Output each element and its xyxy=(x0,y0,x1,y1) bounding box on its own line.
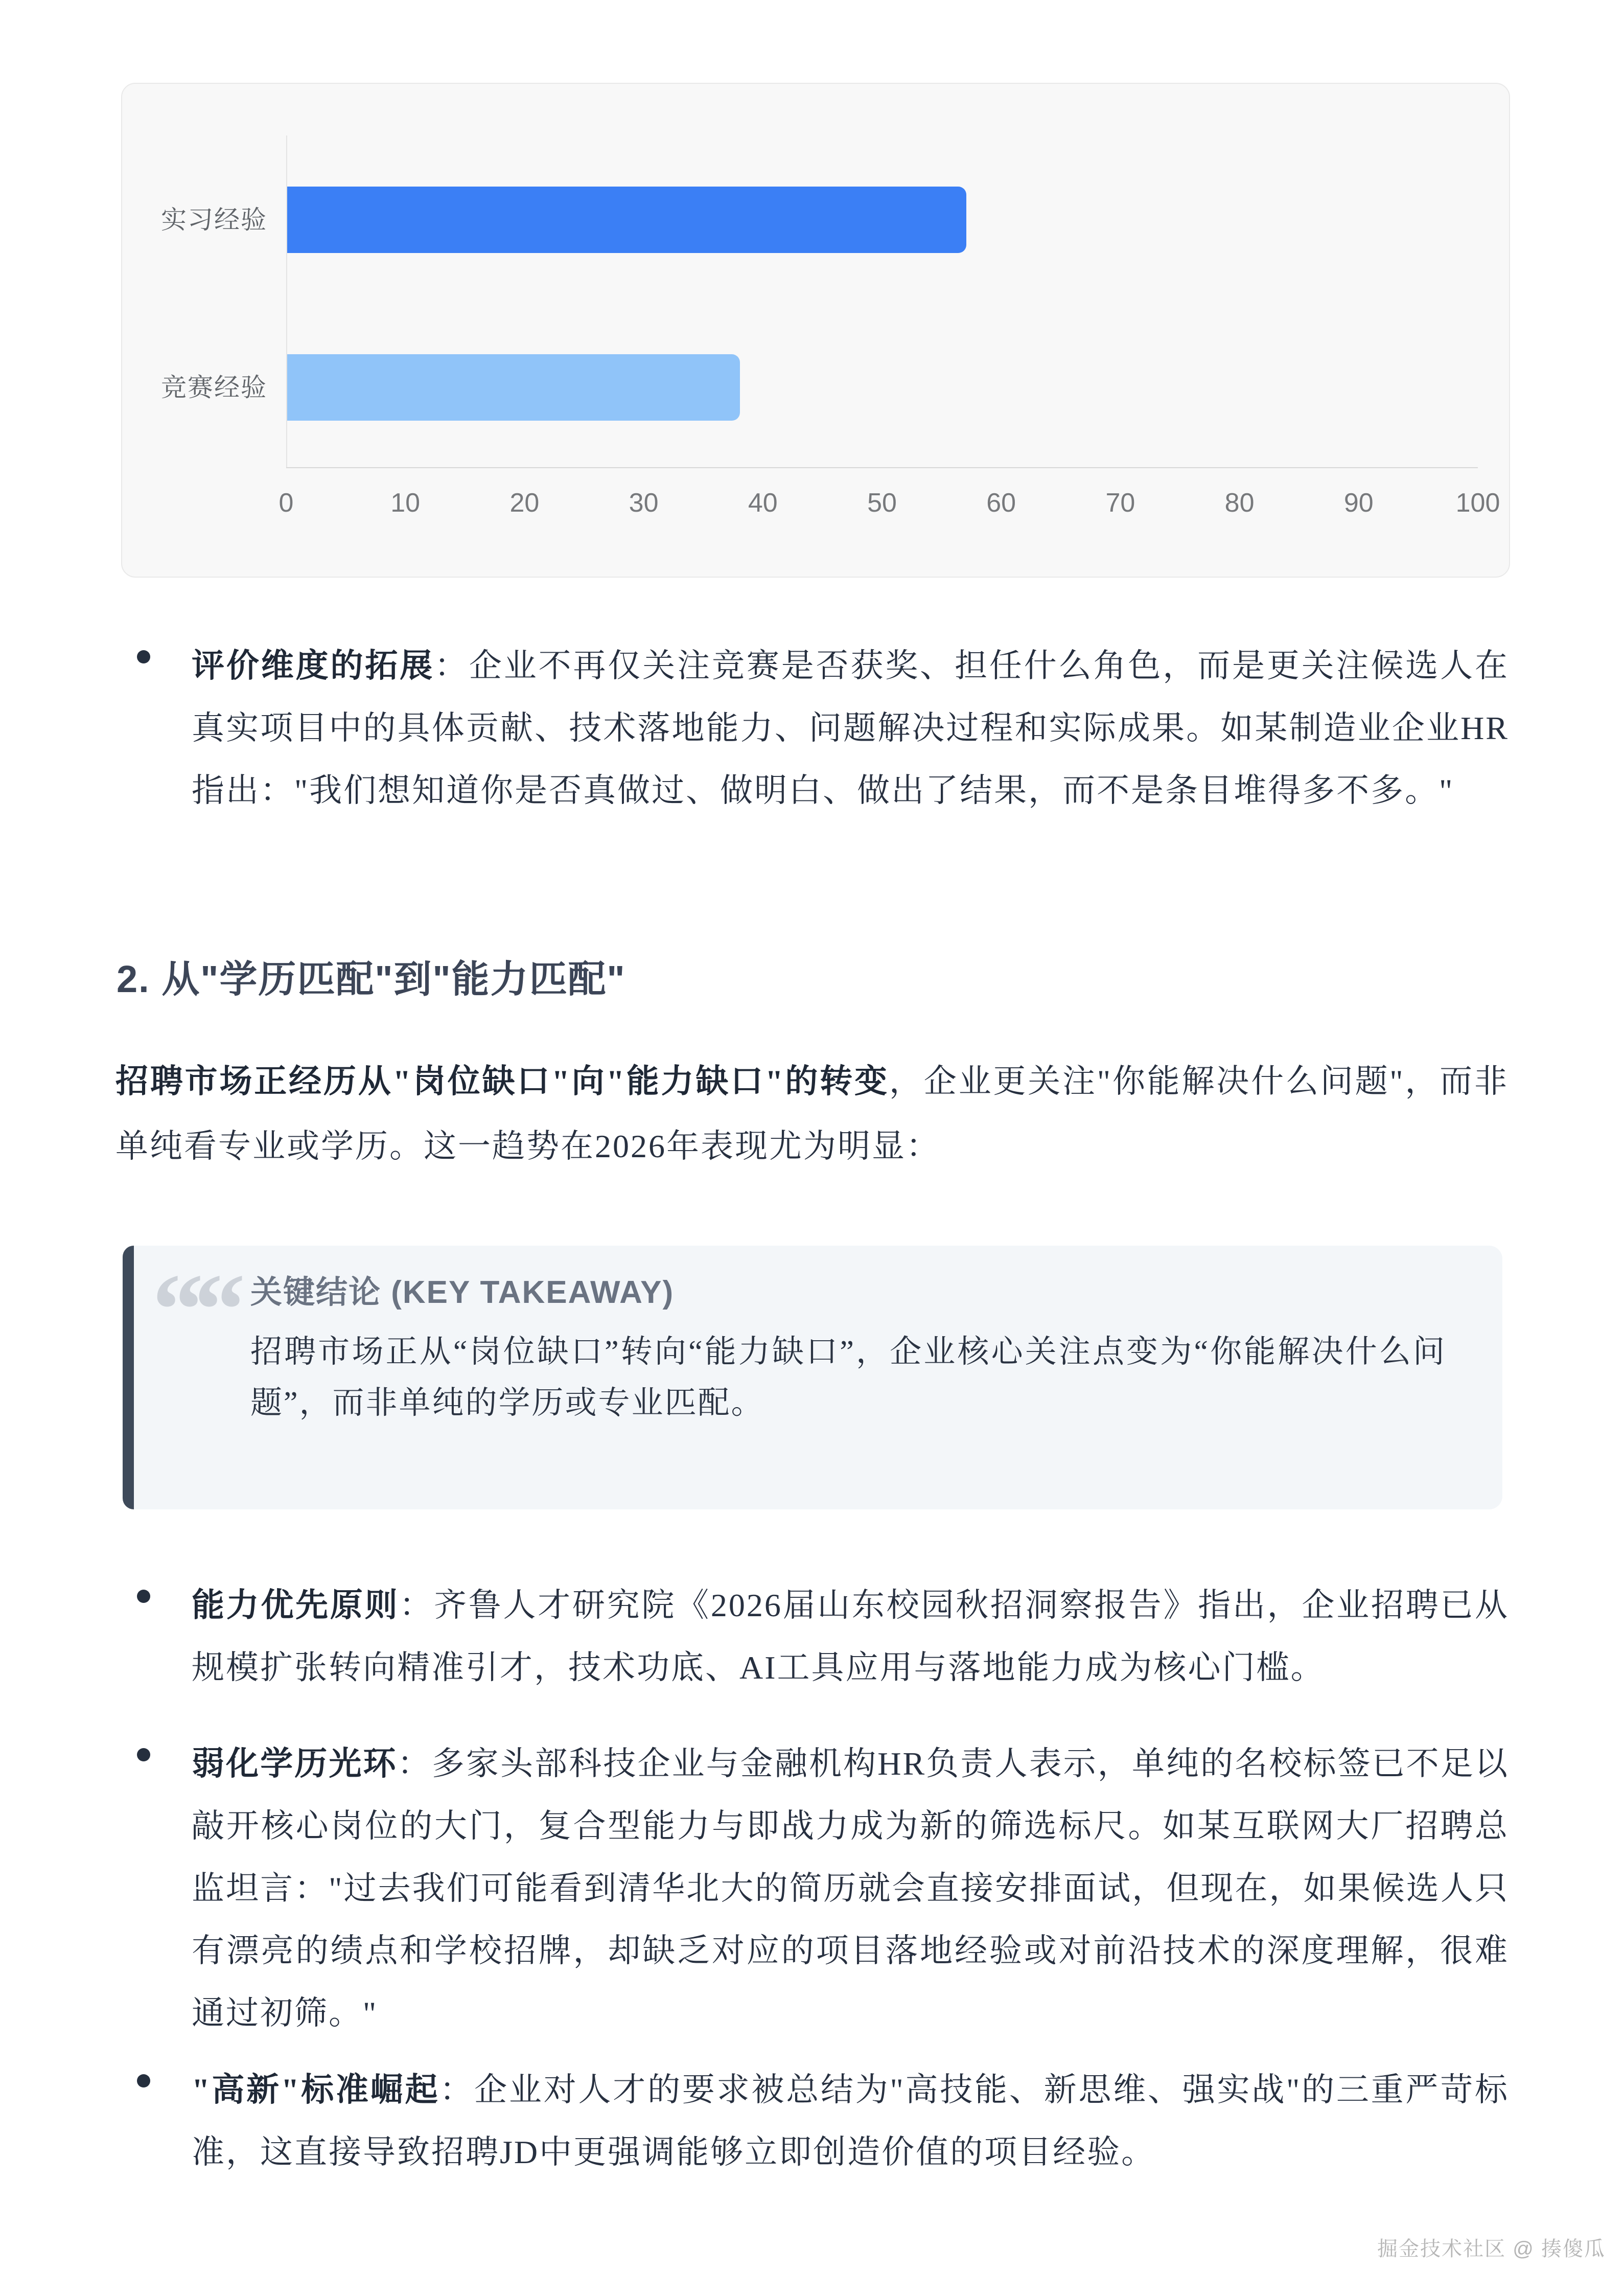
x-axis-tick-label: 30 xyxy=(629,488,659,518)
x-axis-tick-label: 50 xyxy=(867,488,897,518)
callout-left-bar xyxy=(123,1246,134,1509)
paragraph-rest: ，企业更关注"你能解决什么问题"，而非单纯看专业或学历。这一趋势在2026年表现尤为明显： xyxy=(115,1063,1509,1164)
bullet-lead: 能力优先原则 xyxy=(192,1587,400,1623)
bullet-dot-icon xyxy=(137,1590,150,1603)
bullet-body: ：齐鲁人才研究院《2026届山东校园秋招洞察报告》指出，企业招聘已从规模扩张转向精准引才，技术功底、AI工具应用与落地能力成为核心门槛。 xyxy=(192,1587,1510,1686)
bullet-body: ：企业对人才的要求被总结为"高技能、新思维、强实战"的三重严苛标准，这直接导致招聘JD中更强调能够立即创造价值的项目经验。 xyxy=(192,2072,1509,2170)
x-axis-tick-label: 40 xyxy=(748,488,778,518)
bullet-text xyxy=(192,1733,1509,2045)
bullet-lead: 评价维度的拓展 xyxy=(192,648,435,684)
x-axis-tick-label: 90 xyxy=(1343,488,1374,518)
callout-body: 招聘市场正从“岗位缺口”转向“能力缺口”，企业核心关注点变为“你能解决什么问题”，而非单纯的学历或专业匹配。 xyxy=(250,1335,1446,1420)
experience-bar-chart xyxy=(121,83,1510,578)
list-item xyxy=(118,1574,1518,1699)
x-axis-tick-label: 80 xyxy=(1224,488,1255,518)
x-axis-tick-label: 60 xyxy=(986,488,1016,518)
x-axis-tick-label: 20 xyxy=(509,488,540,518)
x-axis-tick-label: 0 xyxy=(279,488,294,518)
list-item xyxy=(118,2059,1518,2184)
bar-竞赛经验 xyxy=(287,354,740,421)
bullet-dot-icon xyxy=(137,2074,150,2087)
bullet-dot-icon xyxy=(137,1748,150,1761)
callout-title: 关键结论 (KEY TAKEAWAY) xyxy=(250,1275,675,1310)
quote-icon: ““ xyxy=(152,1253,236,1366)
paragraph-bold: 招聘市场正经历从"岗位缺口"向"能力缺口"的转变 xyxy=(115,1063,889,1099)
intro-paragraph xyxy=(115,1049,1509,1179)
key-takeaway-callout xyxy=(123,1246,1502,1509)
list-item xyxy=(118,635,1518,822)
chart-x-axis xyxy=(286,467,1478,468)
bullet-dot-icon xyxy=(137,650,150,663)
bullet-body: ：多家头部科技企业与金融机构HR负责人表示，单纯的名校标签已不足以敲开核心岗位的大门，复合型能力与即战力成为新的筛选标尺。如某互联网大厂招聘总监坦言："过去我们可能看到清华北大的简历就会直接安排面试，但现在，如果候选人只有漂亮的绩点和学校招牌，却缺乏对应的项目落地经验或对前沿技术的深度理解，很难通过初筛。" xyxy=(192,1746,1510,2031)
bullet-text xyxy=(192,1574,1509,1699)
x-axis-tick-label: 70 xyxy=(1105,488,1135,518)
x-axis-tick-label: 10 xyxy=(390,488,421,518)
x-axis-tick-label: 100 xyxy=(1455,488,1500,518)
bullet-body: ：企业不再仅关注竞赛是否获奖、担任什么角色，而是更关注候选人在真实项目中的具体贡献、技术落地能力、问题解决过程和实际成果。如某制造业企业HR指出："我们想知道你是否真做过、做明白、做出了结果，而不是条目堆得多不多。" xyxy=(192,648,1510,809)
watermark: 掘金技术社区 @ 揍傻瓜 xyxy=(1377,2238,1606,2260)
section-heading: 2. 从"学历匹配"到"能力匹配" xyxy=(117,958,626,1000)
bullet-text xyxy=(192,2059,1509,2184)
bar-实习经验 xyxy=(287,187,966,253)
bullet-lead: "高新"标准崛起 xyxy=(192,2072,440,2108)
bar-category-label: 实习经验 xyxy=(161,205,267,234)
bullet-text xyxy=(192,635,1509,822)
bullet-lead: 弱化学历光环 xyxy=(192,1746,398,1782)
bar-category-label: 竞赛经验 xyxy=(161,373,267,402)
list-item xyxy=(118,1733,1518,2045)
